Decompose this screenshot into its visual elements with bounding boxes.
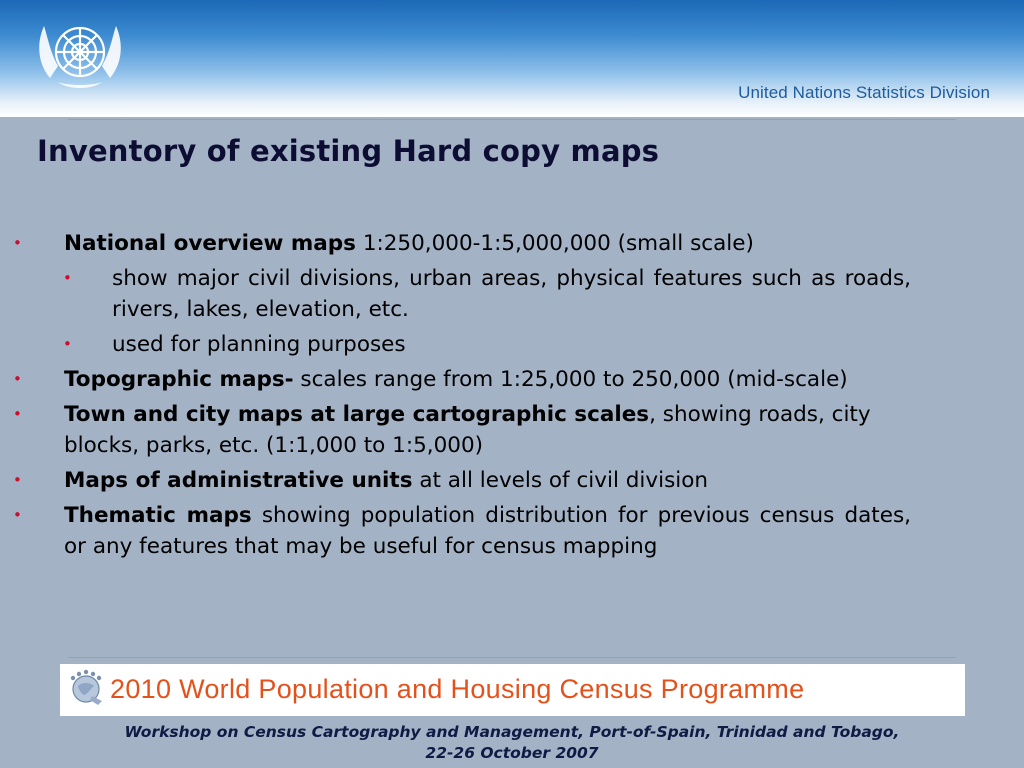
page-title: Inventory of existing Hard copy maps <box>37 134 660 168</box>
top-divider <box>68 119 956 120</box>
header-band <box>0 0 1024 117</box>
organization-name: United Nations Statistics Division <box>738 83 990 102</box>
list-item <box>63 263 911 325</box>
item-lead: Town and city maps at large cartographic scales <box>64 402 650 427</box>
list-item <box>13 399 889 461</box>
bullet-marker: • <box>13 234 22 252</box>
list-item <box>13 228 911 259</box>
item-text: showing population distribution for previous census dates, or any features that may be useful for census mapping <box>64 503 911 559</box>
bullet-marker: • <box>13 506 22 524</box>
item-text: 1:250,000-1:5,000,000 (small scale) <box>355 231 754 256</box>
list-item <box>13 500 911 562</box>
banner-title: 2010 World Population and Housing Census Programme <box>110 674 805 704</box>
bottom-divider <box>68 657 956 658</box>
bullet-marker: • <box>13 370 22 388</box>
item-text: show major civil divisions, urban areas, physical features such as roads, rivers, lakes, elevation, etc. <box>112 266 911 322</box>
item-text: used for planning purposes <box>112 332 406 357</box>
item-lead: Maps of administrative units <box>64 468 413 493</box>
list-item <box>13 465 911 496</box>
census-programme-banner <box>60 664 965 716</box>
un-emblem-icon <box>28 8 132 98</box>
list-item <box>13 364 864 395</box>
item-text: scales range from 1:25,000 to 250,000 (mid-scale) <box>293 367 848 392</box>
bullet-marker: • <box>13 471 22 489</box>
item-lead: Topographic maps- <box>64 367 294 392</box>
bullet-marker: • <box>63 335 72 353</box>
bullet-list <box>0 228 1024 566</box>
item-text: at all levels of civil division <box>412 468 709 493</box>
footer-caption <box>40 722 984 764</box>
list-item <box>63 329 911 360</box>
census-programme-logo-icon <box>66 668 108 710</box>
item-text: , showing roads, city blocks, parks, etc. (1:1,000 to 1:5,000) <box>64 402 871 458</box>
footer-line-1: Workshop on Census Cartography and Management, Port-of-Spain, Trinidad and Tobago, <box>124 723 900 741</box>
item-lead: National overview maps <box>64 231 356 256</box>
item-lead: Thematic maps <box>64 503 252 528</box>
bullet-marker: • <box>63 269 72 287</box>
footer-line-2: 22-26 October 2007 <box>425 744 599 762</box>
bullet-marker: • <box>13 405 22 423</box>
